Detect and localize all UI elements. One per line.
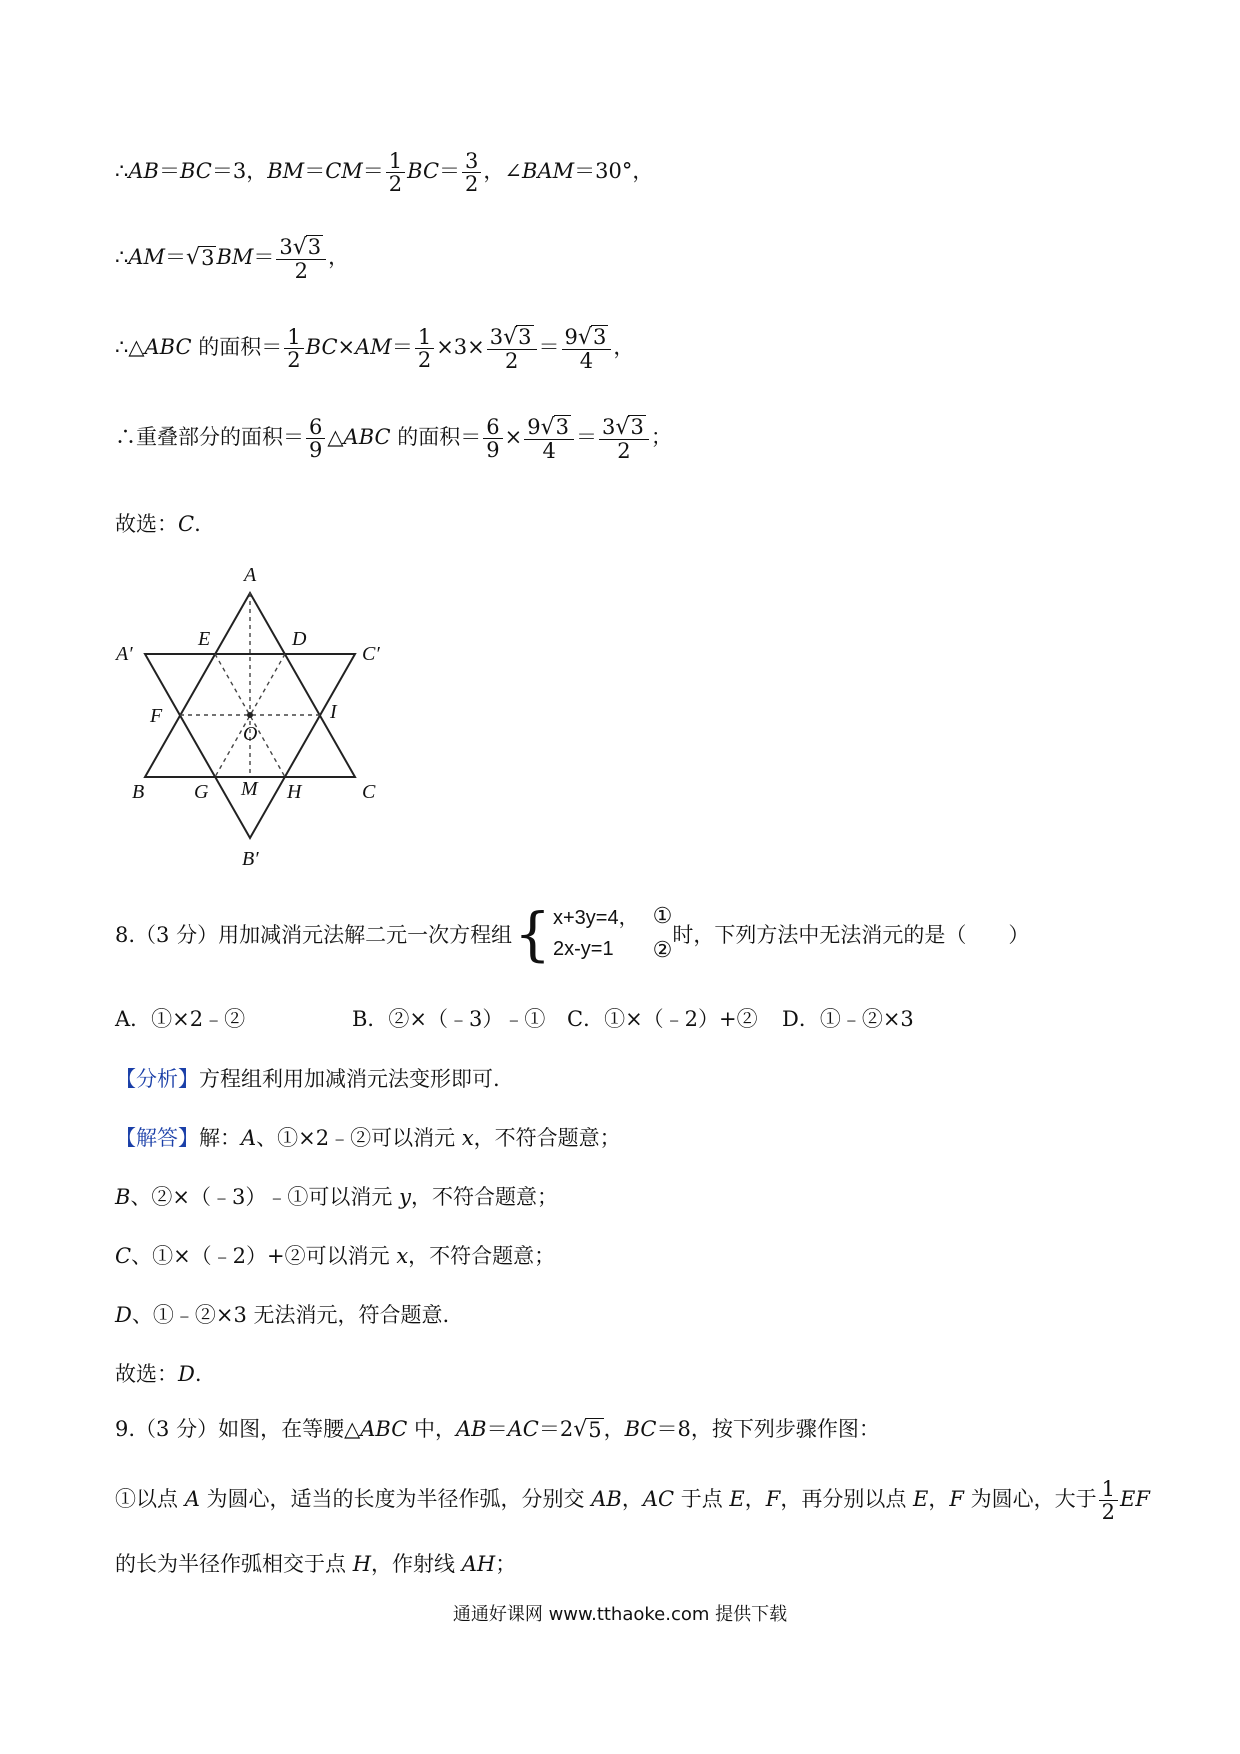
option-b: B．②×（﹣3）﹣①	[352, 1007, 546, 1031]
solution-choose: 故选：C.	[115, 512, 201, 536]
label-e: E	[198, 628, 211, 650]
label-a-prime: A′	[116, 643, 133, 665]
label-g: G	[194, 781, 209, 803]
solution-line-2: ∴AM＝ √ 3 BM＝ 3 √ 3 2 ，	[115, 235, 350, 284]
fraction: $\frac{1}{2}$	[386, 150, 405, 195]
answer-tag: 【解答】	[115, 1126, 199, 1150]
fraction: 9 √ 3 4	[562, 325, 612, 372]
label-h: H	[287, 781, 302, 803]
hexagram-figure	[110, 565, 400, 875]
fraction: $\frac{3}{2}$	[462, 150, 481, 195]
equation-system: x+3y=4， 2x-y=1	[552, 907, 639, 961]
label-o: O	[243, 723, 258, 745]
sqrt: √ 5	[573, 1417, 602, 1442]
option-c: C．①×（﹣2）+②	[567, 1007, 758, 1031]
fraction: $\frac{1}{2}$	[1099, 1478, 1118, 1523]
left-brace-icon: {	[514, 900, 551, 969]
option-a: A．①×2﹣②	[115, 1007, 246, 1031]
analysis-line: 【分析】方程组利用加减消元法变形即可.	[115, 1067, 500, 1091]
answer-line-b: B、②×（﹣3）﹣①可以消元 y，不符合题意；	[115, 1185, 558, 1209]
center-point-o	[247, 712, 253, 718]
sqrt: √ 3	[186, 245, 215, 271]
label-i: I	[330, 701, 337, 723]
option-d: D．①﹣②×3	[782, 1007, 914, 1031]
fraction: 3 √ 3 2	[599, 415, 649, 462]
fraction: 3 √ 3 2	[276, 235, 326, 282]
label-c: C	[362, 781, 376, 803]
dashed-lines	[180, 593, 320, 777]
fraction: 3 √ 3 2	[487, 325, 537, 372]
label-c-prime: C′	[362, 643, 380, 665]
label-b-prime: B′	[242, 848, 259, 870]
label-f: F	[150, 705, 163, 727]
solution-line-3: ∴△ABC 的面积＝ $\frac{1}{2}$ BC×AM＝ $\frac{1}{2}$ ×3× 3 √ 3 2 ＝ 9 √ 3 4 ，	[115, 325, 635, 374]
fraction: 9 √ 3 4	[524, 415, 574, 462]
label-b: B	[132, 781, 145, 803]
question-8-choose: 故选：D.	[115, 1362, 202, 1386]
question-9-step-1-cont: 的长为半径作弧相交于点 H，作射线 AH；	[115, 1552, 517, 1576]
fraction: $\frac{6}{9}$	[306, 416, 325, 461]
analysis-tag: 【分析】	[115, 1067, 199, 1091]
label-m: M	[241, 778, 258, 800]
fraction: $\frac{1}{2}$	[415, 326, 434, 371]
fraction: $\frac{6}{9}$	[483, 416, 502, 461]
answer-line-c: C、①×（﹣2）+②可以消元 x，不符合题意；	[115, 1244, 556, 1268]
solution-line-4: ∴重叠部分的面积＝ $\frac{6}{9}$ △ABC 的面积＝ $\frac{6}{9}$ × 9 √ 3 4 ＝ 3 √ 3 2 ；	[115, 415, 672, 464]
solution-line-1: ∴AB＝BC＝3，BM＝CM＝ $\frac{1}{2}$ BC＝ $\frac{3}{2}$ ，∠BAM＝30°，	[115, 149, 654, 197]
fraction: $\frac{1}{2}$	[284, 326, 303, 371]
question-8-stem: 8.（3 分）用加减消元法解二元一次方程组{ x+3y=4， 2x-y=1 ① ② 时，下列方法中无法消元的是（ ）	[115, 900, 1030, 969]
page-footer: 通通好课网 www.tthaoke.com 提供下载	[452, 1604, 788, 1625]
label-d: D	[292, 628, 307, 650]
answer-line-d: D、①﹣②×3 无法消元，符合题意.	[115, 1303, 450, 1327]
question-9-step-1: ①以点 A 为圆心，适当的长度为半径作弧，分别交 AB，AC 于点 E，F，再分别以点 E，F 为圆心，大于 $\frac{1}{2}$ EF	[115, 1477, 1150, 1525]
question-9-stem: 9.（3 分）如图，在等腰△ABC 中，AB＝AC＝2 √ 5 ，BC＝8，按下列步骤作图：	[115, 1417, 880, 1442]
answer-line: 【解答】解：A、①×2﹣②可以消元 x，不符合题意；	[115, 1126, 621, 1150]
label-a: A	[244, 565, 257, 586]
